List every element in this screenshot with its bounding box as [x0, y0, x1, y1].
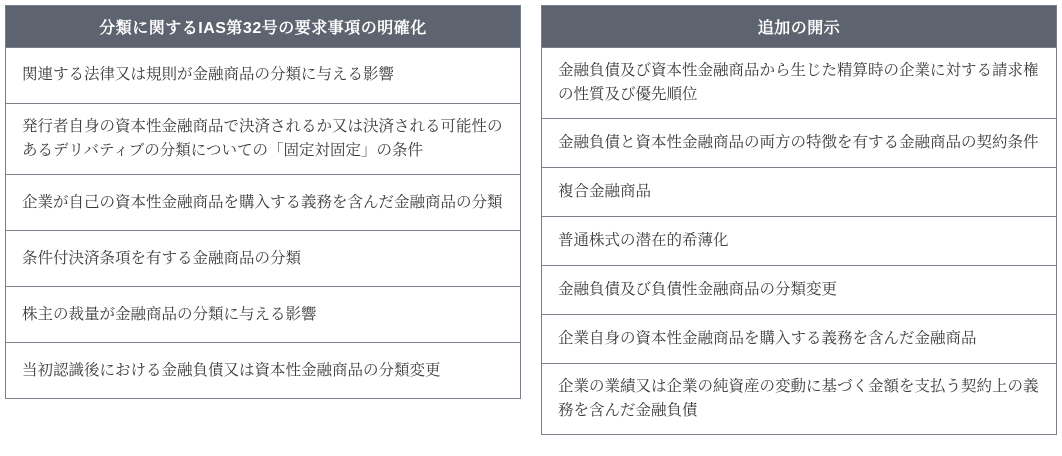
right-table-head	[542, 6, 1057, 48]
table-row	[542, 119, 1057, 168]
left-table-header-row	[6, 6, 521, 48]
right-row-4-text: 金融負債及び負債性金融商品の分類変更	[542, 266, 1057, 315]
right-row-6-text: 企業の業績又は企業の純資産の変動に基づく金額を支払う契約上の義務を含んだ金融負債	[542, 364, 1057, 435]
left-table-body	[6, 48, 521, 399]
right-table-container	[541, 5, 1057, 435]
table-row	[6, 287, 521, 343]
right-row-3-text: 普通株式の潜在的希薄化	[542, 217, 1057, 266]
right-table	[541, 5, 1057, 435]
left-row-3-text: 条件付決済条項を有する金融商品の分類	[6, 231, 521, 287]
table-row	[6, 175, 521, 231]
table-row	[542, 315, 1057, 364]
table-row	[6, 104, 521, 175]
left-row-4-text: 株主の裁量が金融商品の分類に与える影響	[6, 287, 521, 343]
right-table-body	[542, 48, 1057, 435]
left-row-2-text: 企業が自己の資本性金融商品を購入する義務を含んだ金融商品の分類	[6, 175, 521, 231]
left-table-container	[5, 5, 521, 399]
table-row	[542, 48, 1057, 119]
table-row	[6, 231, 521, 287]
right-row-2-text: 複合金融商品	[542, 168, 1057, 217]
right-table-header-cell: 追加の開示	[542, 6, 1057, 48]
right-row-1-text: 金融負債と資本性金融商品の両方の特徴を有する金融商品の契約条件	[542, 119, 1057, 168]
table-row	[6, 48, 521, 104]
table-row	[542, 217, 1057, 266]
right-row-5-text: 企業自身の資本性金融商品を購入する義務を含んだ金融商品	[542, 315, 1057, 364]
right-row-0-text: 金融負債及び資本性金融商品から生じた精算時の企業に対する請求権の性質及び優先順位	[542, 48, 1057, 119]
right-table-header-row	[542, 6, 1057, 48]
table-row	[542, 364, 1057, 435]
table-row	[542, 168, 1057, 217]
left-table-header-cell: 分類に関するIAS第32号の要求事項の明確化	[6, 6, 521, 48]
left-table-head	[6, 6, 521, 48]
left-table	[5, 5, 521, 399]
table-row	[6, 343, 521, 399]
left-row-5-text: 当初認識後における金融負債又は資本性金融商品の分類変更	[6, 343, 521, 399]
table-row	[542, 266, 1057, 315]
left-row-0-text: 関連する法律又は規則が金融商品の分類に与える影響	[6, 48, 521, 104]
left-row-1-text: 発行者自身の資本性金融商品で決済されるか又は決済される可能性のあるデリバティブの分類についての「固定対固定」の条件	[6, 104, 521, 175]
